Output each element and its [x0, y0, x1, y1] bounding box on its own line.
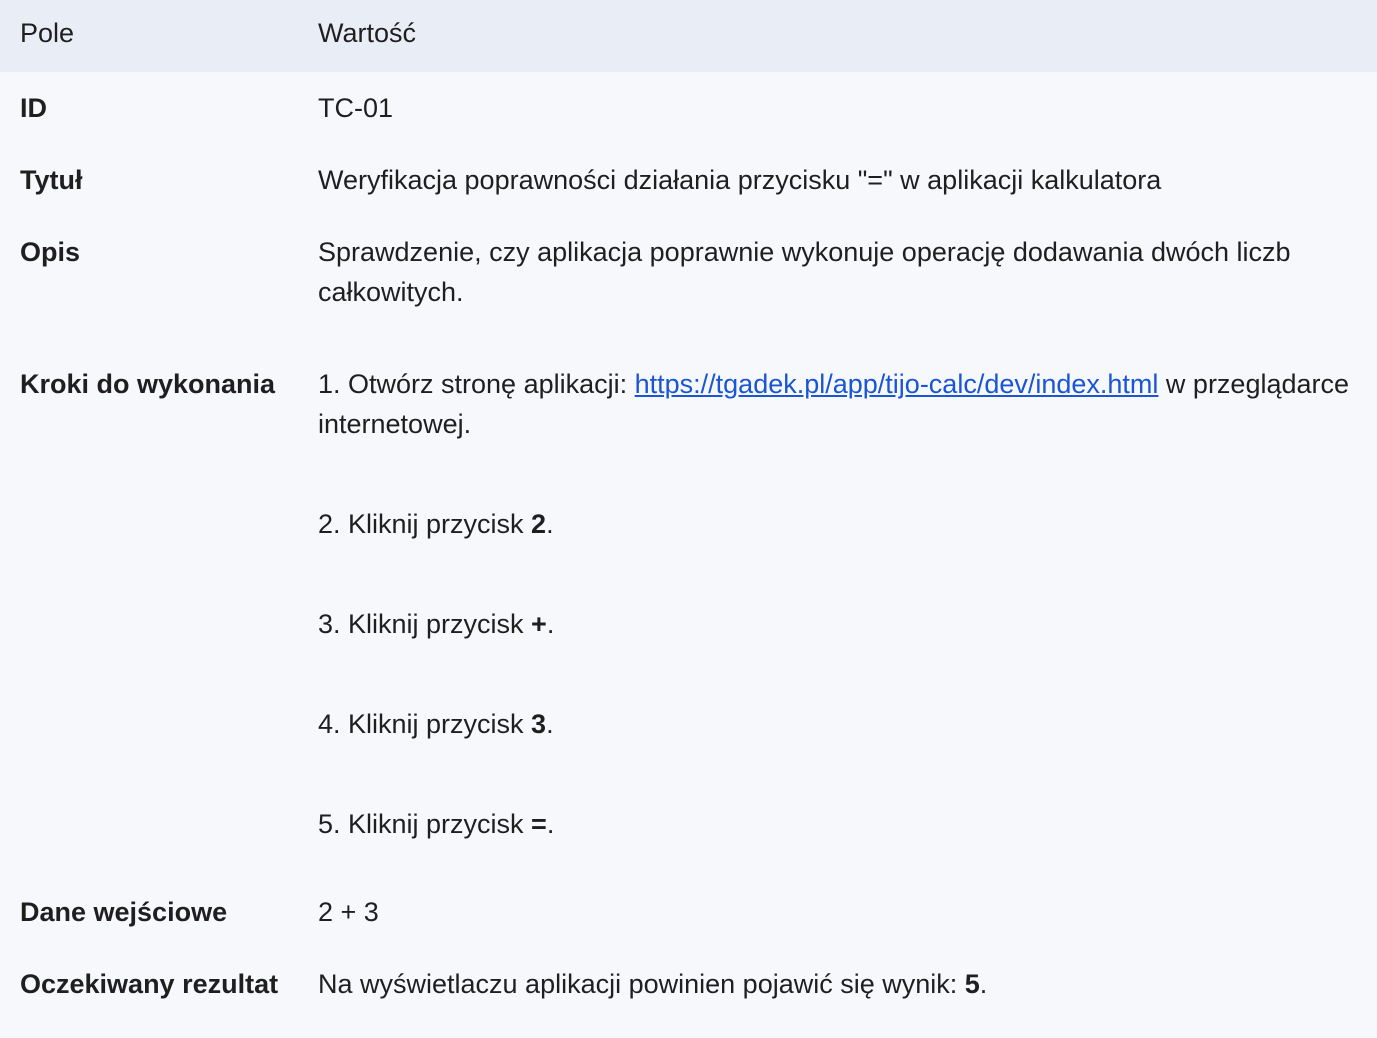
step-5	[318, 804, 1355, 844]
header-field: Pole	[0, 0, 298, 72]
row-input-data	[0, 876, 1377, 948]
row-description	[0, 216, 1377, 348]
row-title	[0, 144, 1377, 216]
expected-result-value: 5	[964, 969, 980, 999]
row-expected-result	[0, 948, 1377, 1020]
field-value-input: 2 + 3	[318, 897, 379, 927]
header-value: Wartość	[298, 0, 1377, 72]
step-4-text: 4. Kliknij przycisk	[318, 709, 532, 739]
field-label-id: ID	[20, 93, 47, 123]
step-1-suffix: w przeglądarce internetowej.	[318, 369, 1350, 439]
expected-suffix: .	[979, 969, 988, 999]
step-4-key: 3	[531, 709, 547, 739]
row-steps	[0, 348, 1377, 876]
step-2-suffix: .	[546, 509, 554, 539]
step-3	[318, 604, 1355, 644]
step-2	[318, 504, 1355, 544]
step-1-text: 1. Otwórz stronę aplikacji:	[318, 369, 635, 399]
step-2-key: 2	[531, 509, 547, 539]
step-2-text: 2. Kliknij przycisk	[318, 509, 532, 539]
expected-text: Na wyświetlaczu aplikacji powinien pojawić się wynik:	[318, 969, 965, 999]
step-5-key: =	[531, 809, 547, 839]
step-5-suffix: .	[546, 809, 555, 839]
row-id	[0, 72, 1377, 144]
field-value-title: Weryfikacja poprawności działania przycisku "=" w aplikacji kalkulatora	[318, 165, 1162, 195]
step-4-suffix: .	[546, 709, 554, 739]
step-3-key: +	[531, 609, 547, 639]
table-header-row	[0, 0, 1377, 72]
field-label-title: Tytuł	[20, 165, 83, 195]
field-label-steps: Kroki do wykonania	[20, 369, 276, 399]
step-5-text: 5. Kliknij przycisk	[318, 809, 532, 839]
field-value-steps	[298, 348, 1377, 876]
step-3-suffix: .	[546, 609, 555, 639]
field-label-description: Opis	[20, 237, 81, 267]
step-4	[318, 704, 1355, 744]
field-label-expected: Oczekiwany rezultat	[20, 969, 279, 999]
field-value-id: TC-01	[318, 93, 394, 123]
field-label-input: Dane wejściowe	[20, 897, 228, 927]
step-3-text: 3. Kliknij przycisk	[318, 609, 532, 639]
step-1	[318, 364, 1355, 444]
field-value-description: Sprawdzenie, czy aplikacja poprawnie wykonuje operację dodawania dwóch liczb całkowitych.	[318, 237, 1291, 307]
app-url-link[interactable]: https://tgadek.pl/app/tijo-calc/dev/index.html	[634, 369, 1159, 399]
field-value-expected	[298, 948, 1377, 1020]
